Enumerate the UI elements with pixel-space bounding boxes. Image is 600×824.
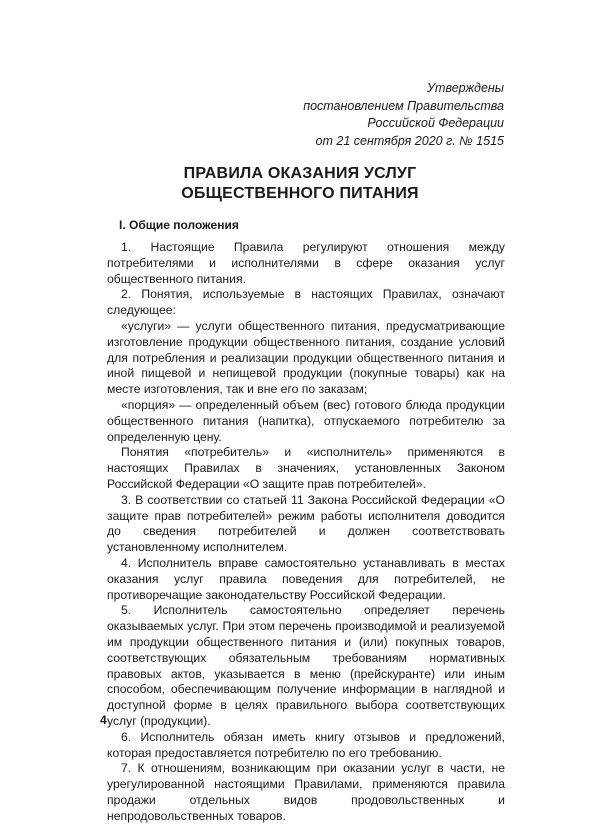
document-body [107, 240, 505, 824]
paragraph: «услуги» — услуги общественного питания, предусматривающие изготовление продукции общественного питания, создание условий для потребления и реализации продукции общественного питания и иной пищевой и непищевой продукции (покупные товары) как на месте изготовления, так и вне его по заказам; [107, 318, 505, 397]
paragraph: 2. Понятия, используемые в настоящих Правилах, означают следующее: [107, 287, 505, 318]
page-number: 4 [100, 713, 107, 727]
paragraph: 7. К отношениям, возникающим при оказании услуг в части, не урегулированной настоящими Правилами, применяются правила продажи отдельных видов продовольственных и непродовольственных товаров. [107, 761, 505, 823]
paragraph: 1. Настоящие Правила регулируют отношения между потребителями и исполнителями в сфере оказания услуг общественного питания. [107, 240, 505, 286]
approval-line: от 21 сентября 2020 г. № 1515 [315, 133, 504, 148]
approval-line: Утверждены [427, 81, 504, 95]
approval-line: Российской Федерации [367, 116, 504, 130]
title-line: ПРАВИЛА ОКАЗАНИЯ УСЛУГ [183, 165, 417, 182]
approval-block [303, 80, 504, 150]
paragraph: Понятия «потребитель» и «исполнитель» применяются в настоящих Правилах в значениях, установленных Законом Российской Федерации «О защите прав потребителей». [107, 445, 505, 491]
paragraph: 3. В соответствии со статьей 11 Закона Российской Федерации «О защите прав потребителей» режим работы исполнителя доводится до сведения потребителей и должен соответствовать установленному исполнителем. [107, 492, 505, 555]
paragraph: 4. Исполнитель вправе самостоятельно устанавливать в местах оказания услуг правила поведения для потребителей, не противоречащие законодательству Российской Федерации. [107, 555, 505, 602]
document-title [0, 164, 600, 204]
paragraph: 5. Исполнитель самостоятельно определяет перечень оказываемых услуг. При этом перечень производимой и реализуемой им продукции общественного питания и (или) покупных товаров, соответствующих обязательным требованиям нормативных правовых актов, указывается в меню (прейскуранте) или иным способом, обеспечивающим получение информации в наглядной и доступной форме в целях правильного выбора соответствующих услуг (продукции). [107, 603, 505, 728]
approval-line: постановлением Правительства [303, 98, 504, 113]
paragraph: 6. Исполнитель обязан иметь книгу отзывов и предложений, которая предоставляется потребителю по его требованию. [107, 729, 505, 760]
paragraph: «порция» — определенный объем (вес) готового блюда продукции общественного питания (напитка), отпускаемого потребителю за определенную цену. [107, 397, 505, 444]
title-line: ОБЩЕСТВЕННОГО ПИТАНИЯ [181, 185, 419, 202]
section-heading: I. Общие положения [119, 218, 239, 232]
